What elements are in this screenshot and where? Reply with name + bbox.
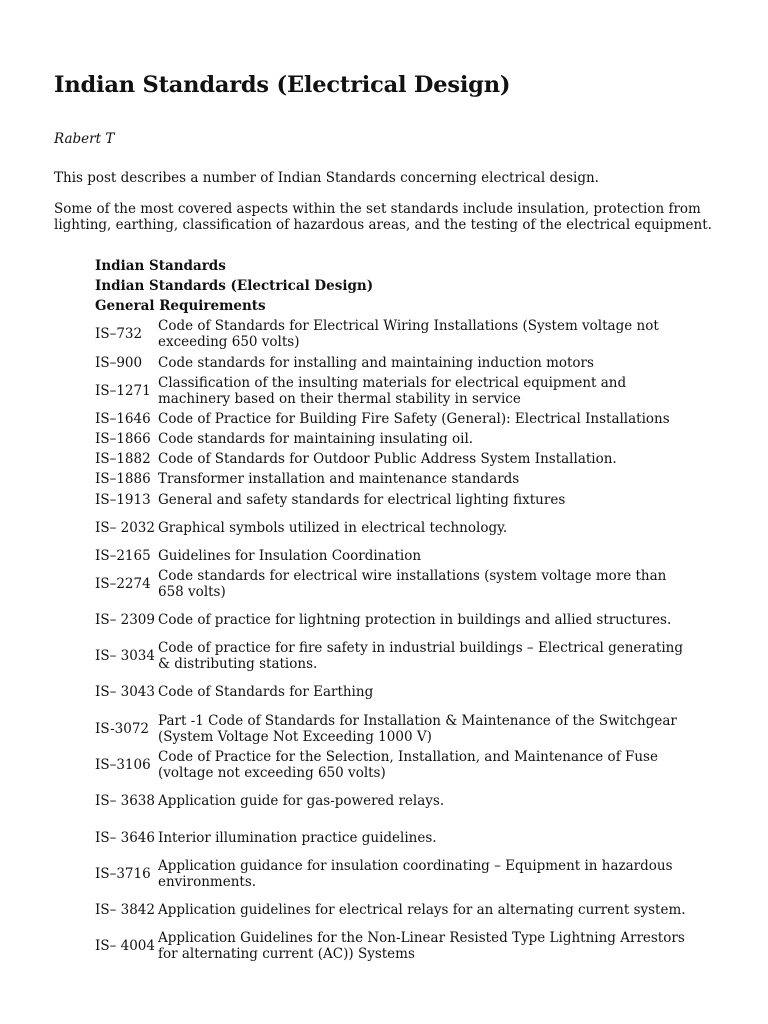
standard-description: Code standards for maintaining insulating oil.	[158, 431, 474, 447]
standard-code: IS– 3842	[95, 902, 155, 918]
standard-row	[95, 316, 695, 352]
standard-description: Transformer installation and maintenance standards	[158, 471, 520, 487]
standard-description: Code standards for installing and maintaining induction motors	[158, 354, 594, 371]
standard-code: IS–732	[95, 326, 143, 342]
standard-code: IS-3072	[95, 720, 149, 737]
standard-description: General and safety standards for electrical lighting fixtures	[158, 491, 566, 508]
standard-code: IS–900	[95, 354, 143, 371]
summary-paragraph: Some of the most covered aspects within the set standards include insulation, protection from lighting, earthing, classification of hazardous areas, and the testing of the electrical equipment.	[54, 200, 712, 233]
standard-code: IS– 3034	[95, 648, 155, 664]
standard-code: IS– 3638	[95, 793, 155, 809]
standard-code: IS–2165	[95, 547, 151, 564]
standard-description: Code standards for electrical wire installations (system voltage more than 658 volts)	[158, 568, 667, 600]
standard-description: Code of Standards for Outdoor Public Address System Installation.	[158, 451, 617, 467]
standard-description: Application guidance for insulation coordinating – Equipment in hazardous environments.	[158, 858, 673, 890]
standard-description: Code of Practice for Building Fire Safety (General): Electrical Installations	[158, 411, 670, 427]
standard-row	[95, 449, 695, 469]
standard-code: IS–3106	[95, 757, 151, 773]
standard-description: Application guide for gas-powered relays.	[158, 793, 445, 809]
list-heading: Indian Standards	[95, 258, 226, 274]
standard-description: Code of practice for lightning protection in buildings and allied structures.	[158, 612, 672, 628]
standards-list	[95, 256, 695, 964]
standard-description: Code of Practice for the Selection, Installation, and Maintenance of Fuse (voltage not exceeding 650 volts)	[158, 749, 658, 781]
standard-description: Guidelines for Insulation Coordination	[158, 547, 422, 564]
standard-row	[95, 638, 695, 674]
standard-code: IS–3716	[95, 866, 151, 882]
standard-row	[95, 783, 695, 819]
standard-row	[95, 566, 695, 602]
standard-code: IS–1886	[95, 471, 151, 487]
standard-row	[95, 352, 695, 373]
standard-code: IS– 4004	[95, 938, 155, 954]
standard-description: Application guidelines for electrical relays for an alternating current system.	[158, 902, 686, 918]
standard-code: IS–1913	[95, 491, 151, 508]
standard-row	[95, 373, 695, 409]
page-title: Indian Standards (Electrical Design)	[54, 72, 511, 98]
author-name: Rabert T	[54, 131, 115, 147]
standard-description: Application Guidelines for the Non-Linear Resisted Type Lightning Arrestors for alternating current (AC)) Systems	[158, 930, 685, 962]
standard-row	[95, 545, 695, 566]
standard-row	[95, 747, 695, 783]
standard-description: Code of practice for fire safety in industrial buildings – Electrical generating & distributing stations.	[158, 640, 683, 672]
standard-row	[95, 510, 695, 545]
standard-row	[95, 489, 695, 510]
standard-row	[95, 819, 695, 856]
standard-description: Part -1 Code of Standards for Installation & Maintenance of the Switchgear (System Voltage Not Exceeding 1000 V)	[158, 712, 677, 745]
standard-row	[95, 928, 695, 964]
standard-row	[95, 674, 695, 710]
standard-description: Graphical symbols utilized in electrical technology.	[158, 519, 508, 536]
standard-code: IS–1646	[95, 411, 151, 427]
standard-row	[95, 429, 695, 449]
standard-description: Interior illumination practice guidelines.	[158, 829, 437, 846]
standard-code: IS–2274	[95, 576, 151, 592]
standard-row	[95, 856, 695, 892]
standard-code: IS– 2309	[95, 612, 155, 628]
standard-row	[95, 892, 695, 928]
standard-code: IS–1866	[95, 431, 151, 447]
standard-description: Code of Standards for Earthing	[158, 684, 374, 700]
standard-row	[95, 409, 695, 429]
standard-code: IS– 3043	[95, 684, 155, 700]
standard-row	[95, 602, 695, 638]
list-heading: Indian Standards (Electrical Design)	[95, 278, 374, 294]
list-heading: General Requirements	[95, 298, 266, 314]
intro-paragraph: This post describes a number of Indian Standards concerning electrical design.	[54, 170, 599, 186]
standard-row	[95, 469, 695, 489]
standard-description: Code of Standards for Electrical Wiring Installations (System voltage not exceeding 650 volts)	[158, 318, 659, 350]
standard-code: IS– 3646	[95, 829, 155, 846]
document-body	[54, 70, 714, 234]
standard-code: IS–1882	[95, 451, 151, 467]
standard-code: IS– 2032	[95, 519, 155, 536]
standard-code: IS–1271	[95, 383, 151, 399]
standard-row	[95, 710, 695, 747]
standard-description: Classification of the insulting materials for electrical equipment and machinery based on their thermal stability in service	[158, 375, 627, 407]
